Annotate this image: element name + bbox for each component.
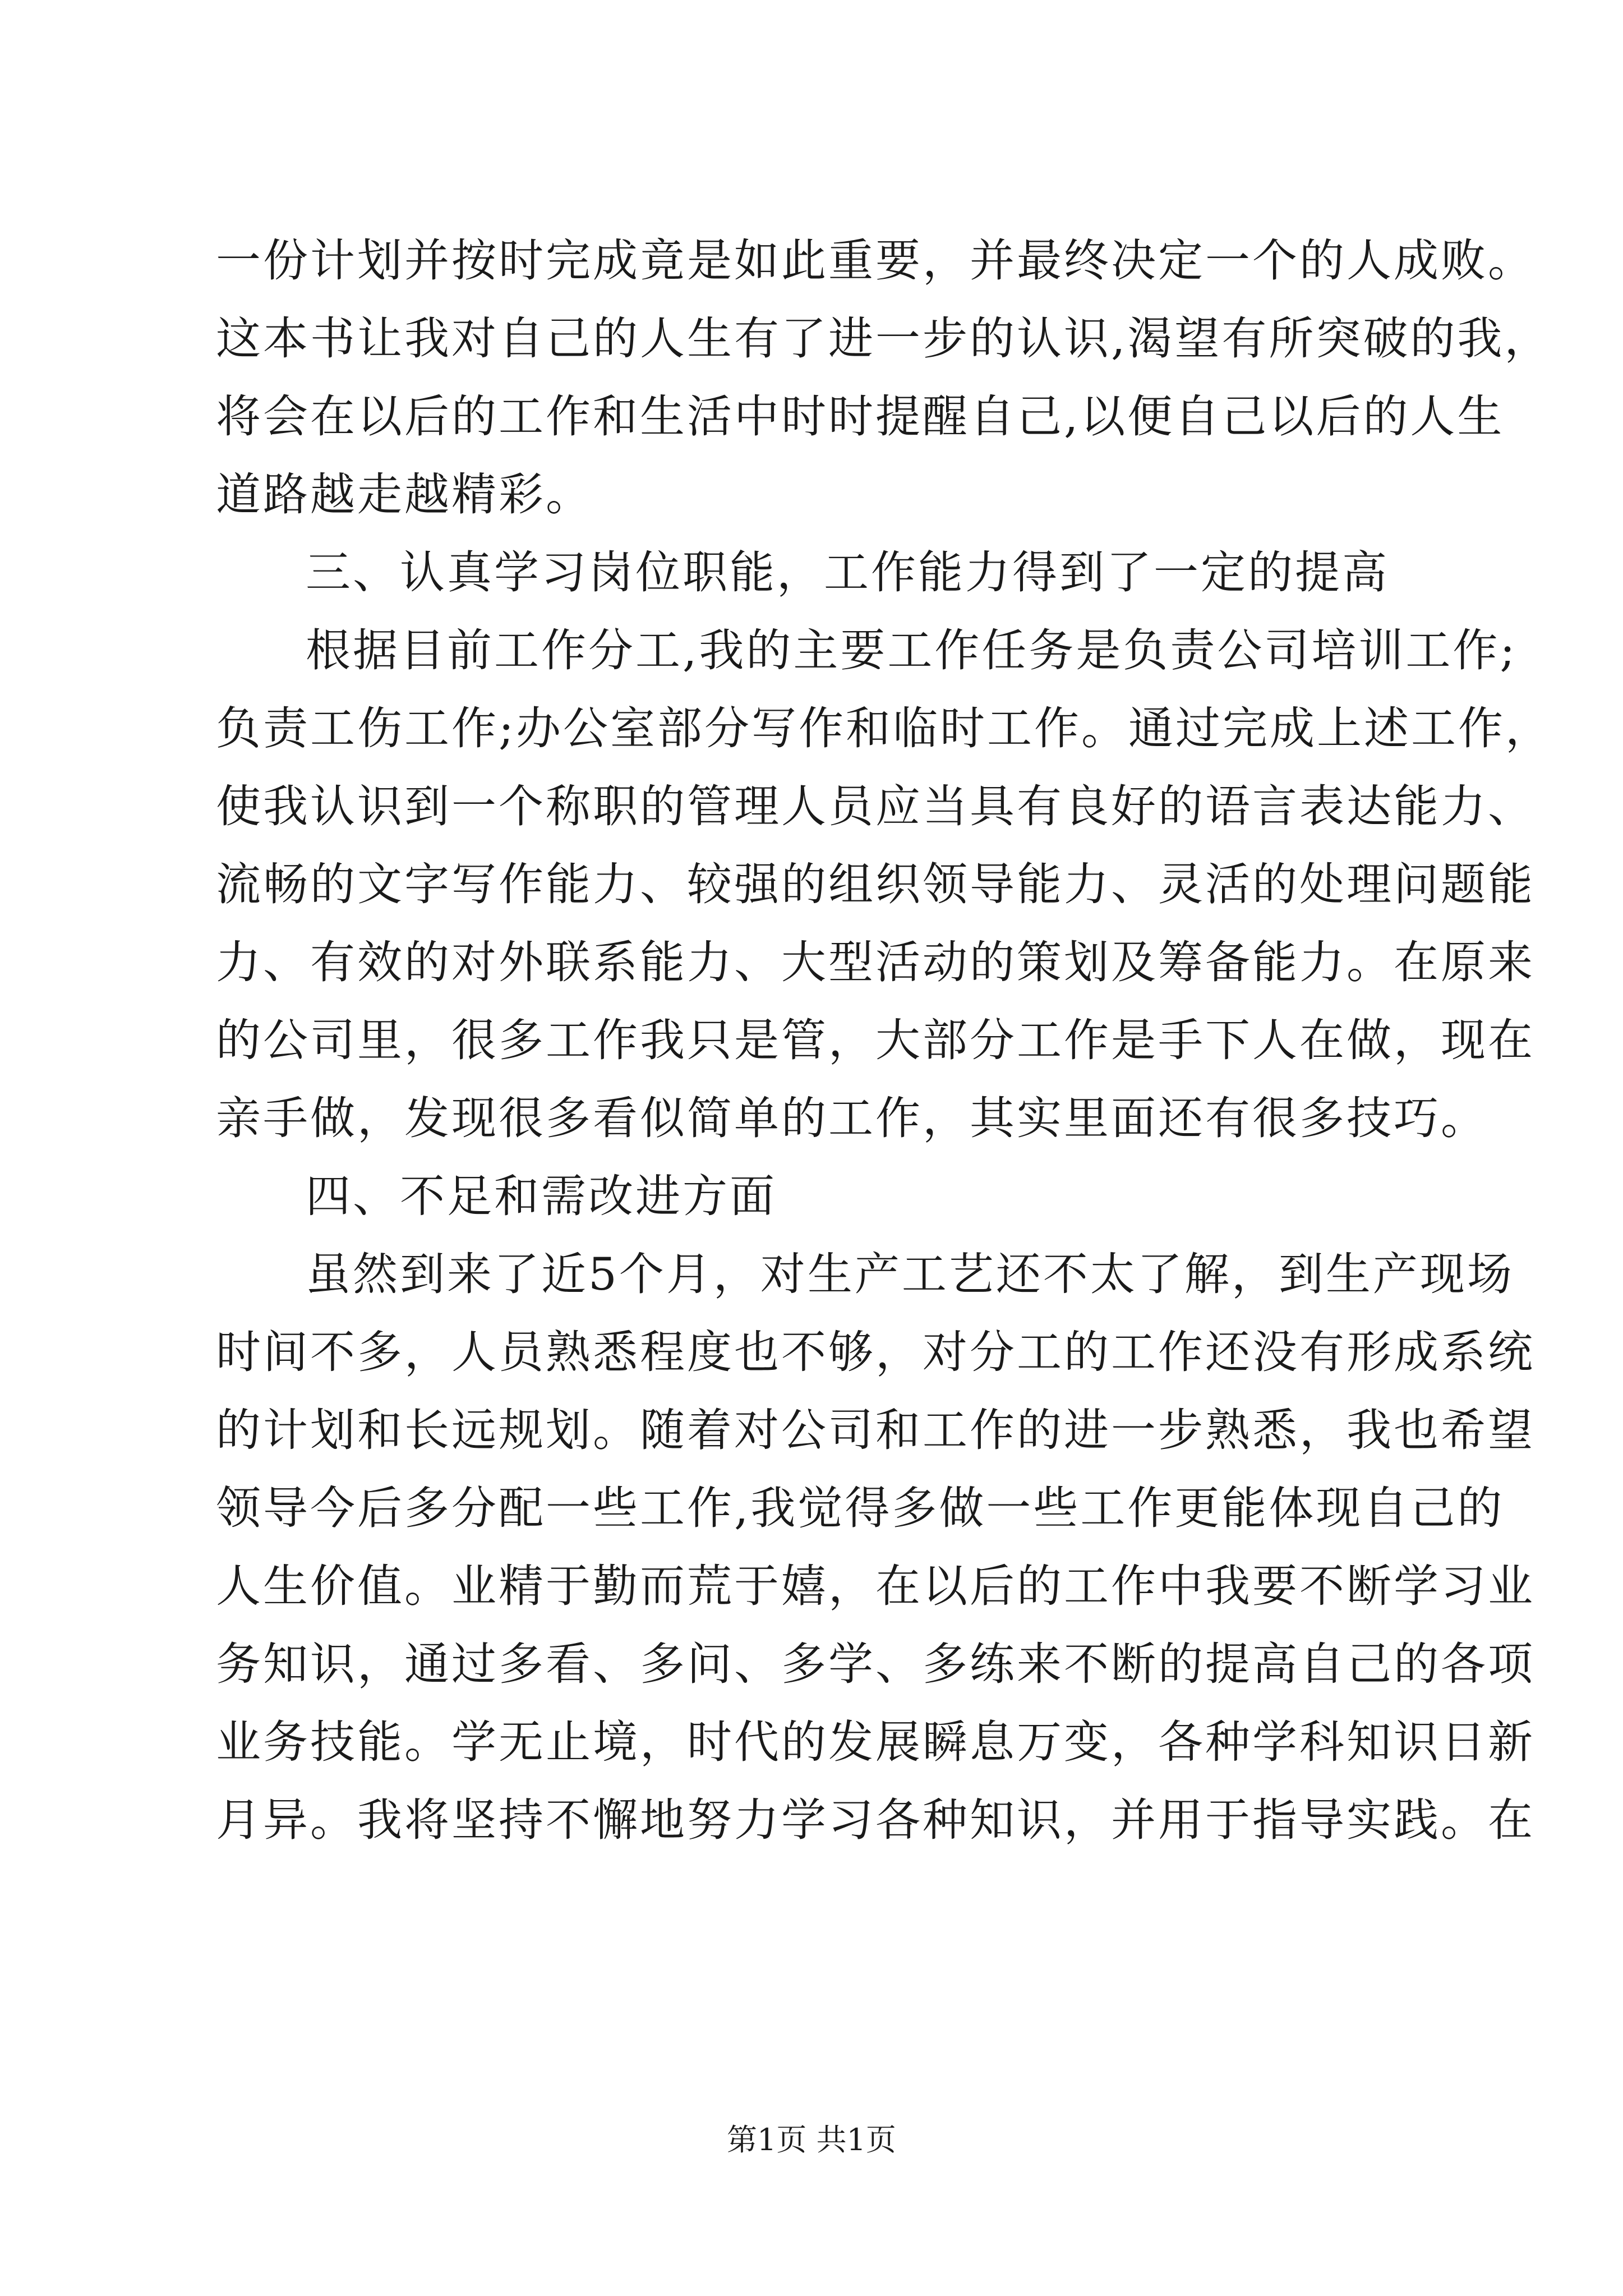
text-line: 业务技能。学无止境，时代的发展瞬息万变，各种学科知识日新 — [216, 1716, 1535, 1768]
section-heading-three: 三、认真学习岗位职能，工作能力得到了一定的提高 — [306, 546, 1389, 599]
text-line: 人生价值。业精于勤而荒于嬉，在以后的工作中我要不断学习业 — [216, 1560, 1535, 1612]
text-line: 的计划和长远规划。随着对公司和工作的进一步熟悉，我也希望 — [216, 1404, 1535, 1456]
text-line: 道路越走越精彩。 — [216, 468, 593, 521]
text-line: 一份计划并按时完成竟是如此重要，并最终决定一个的人成败。 — [216, 234, 1535, 287]
text-line: 亲手做，发现很多看似简单的工作，其实里面还有很多技巧。 — [216, 1092, 1488, 1144]
text-line: 将会在以后的工作和生活中时时提醒自己,以便自己以后的人生 — [216, 390, 1505, 443]
text-line: 月异。我将坚持不懈地努力学习各种知识，并用于指导实践。在 — [216, 1794, 1535, 1846]
text-line: 力、有效的对外联系能力、大型活动的策划及筹备能力。在原来 — [216, 936, 1535, 988]
text-line: 这本书让我对自己的人生有了进一步的认识,渴望有所突破的我， — [216, 312, 1552, 365]
text-line: 使我认识到一个称职的管理人员应当具有良好的语言表达能力、 — [216, 780, 1535, 832]
body-text — [216, 222, 1552, 1859]
text-line: 流畅的文字写作能力、较强的组织领导能力、灵活的处理问题能 — [216, 858, 1535, 910]
text-line: 的公司里，很多工作我只是管，大部分工作是手下人在做，现在 — [216, 1014, 1535, 1066]
text-line: 务知识，通过多看、多问、多学、多练来不断的提高自己的各项 — [216, 1638, 1535, 1690]
paragraph-start: 虽然到来了近5个月，对生产工艺还不太了解，到生产现场 — [306, 1248, 1514, 1300]
page-footer: 第1页 共1页 — [727, 2122, 896, 2157]
text-line: 负责工伤工作;办公室部分写作和临时工作。通过完成上述工作， — [216, 702, 1552, 754]
text-line: 时间不多，人员熟悉程度也不够，对分工的工作还没有形成系统 — [216, 1326, 1535, 1378]
section-heading-four: 四、不足和需改进方面 — [306, 1170, 777, 1222]
paragraph-start: 根据目前工作分工,我的主要工作任务是负责公司培训工作; — [306, 624, 1518, 677]
text-line: 领导今后多分配一些工作,我觉得多做一些工作更能体现自己的 — [216, 1482, 1505, 1534]
